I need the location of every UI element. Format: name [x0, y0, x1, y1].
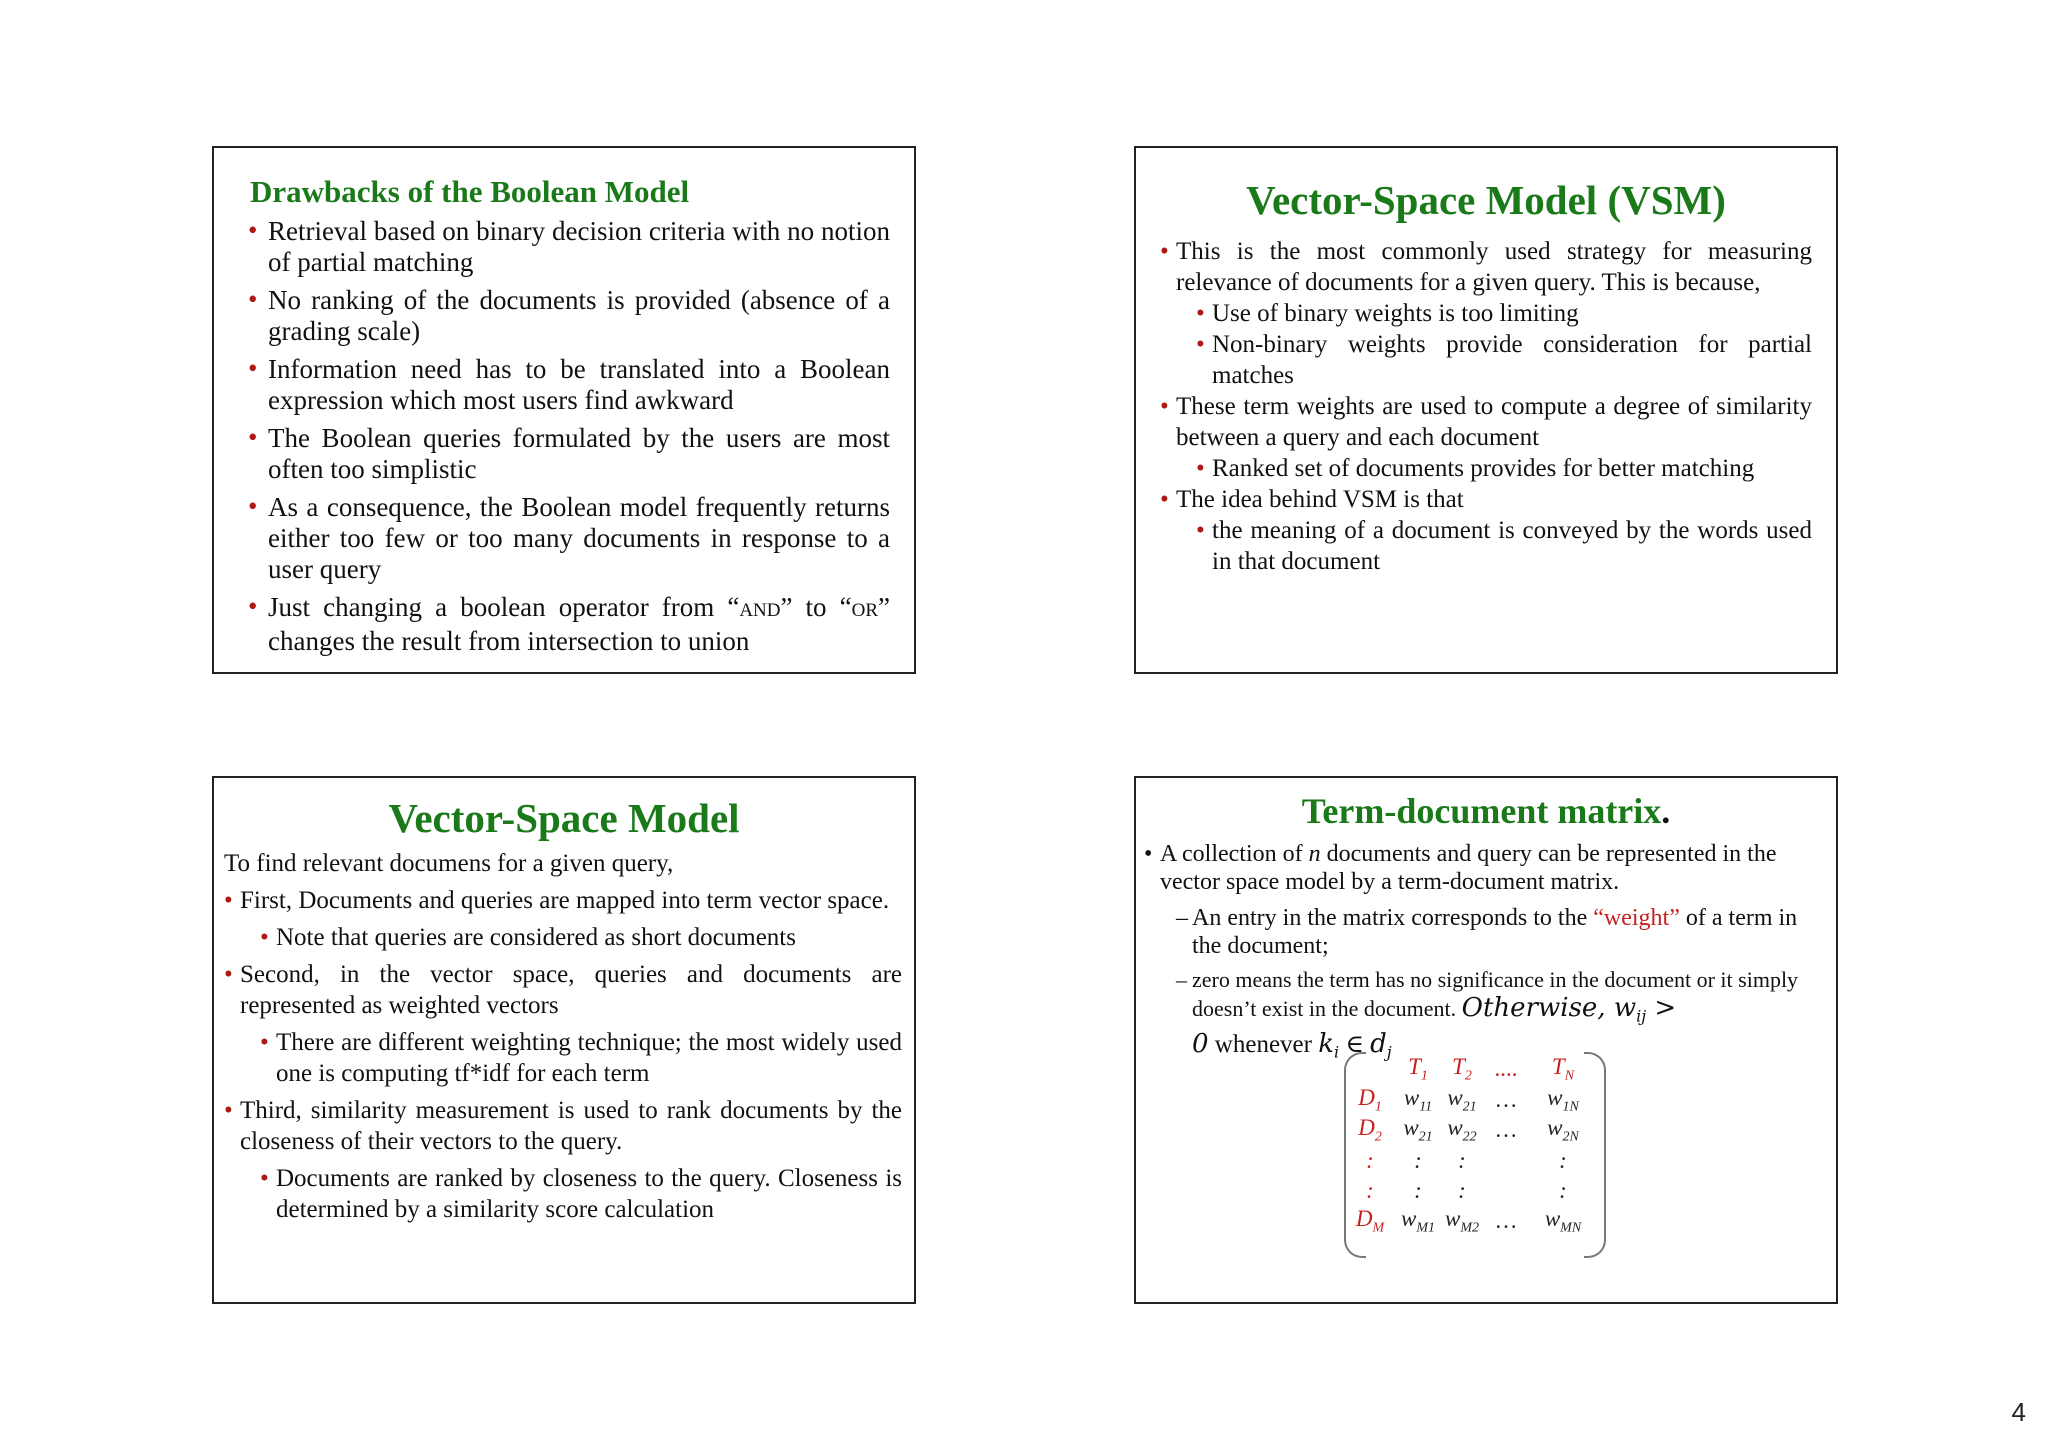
bullet-icon: •: [1196, 455, 1205, 482]
slide-title: Drawbacks of the Boolean Model: [250, 174, 690, 209]
bullet-item: • As a consequence, the Boolean model frequently returns either too few or too many documents in response to a user query: [248, 491, 890, 584]
slide-vsm-intro: [1134, 146, 1838, 674]
matrix-cell: $w_{21}$: [1447, 1084, 1477, 1115]
matrix-table: [1344, 1054, 1598, 1236]
intro-text: To find relevant documens for a given query,: [224, 850, 674, 877]
matrix-cell: $w_{21}$: [1403, 1115, 1433, 1145]
matrix-header-cell: $T_1$: [1408, 1054, 1428, 1084]
bullet-item: • Retrieval based on binary decision criteria with no notion of partial matching: [248, 215, 890, 277]
matrix-cell: $w_{M1}$: [1400, 1205, 1435, 1236]
slide-term-document-matrix: [1134, 776, 1838, 1304]
bullet-list: [248, 215, 890, 657]
sub-bullet-item: • Note that queries are considered as short documents: [260, 924, 796, 951]
bullet-icon: •: [1160, 393, 1169, 420]
matrix-cell: $w_{11}$: [1403, 1084, 1433, 1115]
bullet-icon: •: [1196, 331, 1205, 358]
bullet-icon: •: [248, 284, 258, 314]
matrix-row-label: $D_1$: [1358, 1084, 1382, 1115]
matrix-cell: …: [1494, 1117, 1518, 1143]
bullet-list: [224, 885, 902, 1225]
bullet-icon: •: [248, 422, 258, 452]
sub-bullet-list: [260, 1027, 902, 1089]
bullet-icon: •: [260, 1029, 269, 1056]
slide-vsm-steps: [212, 776, 916, 1304]
matrix-cell: :: [1559, 1147, 1567, 1173]
matrix-cell: $w_{22}$: [1447, 1115, 1477, 1145]
bullet-icon: •: [1196, 517, 1205, 544]
sub-bullet-item: • Use of binary weights is too limiting: [1196, 300, 1579, 327]
bullet-item: • The Boolean queries formulated by the users are most often too simplistic: [248, 422, 890, 484]
bullet-icon: •: [224, 887, 233, 914]
sub-bullet-item: • There are different weighting technique; the most widely used one is computing tf*idf for each term: [260, 1029, 902, 1087]
matrix-row-label: $D_2$: [1358, 1115, 1382, 1145]
bullet-item: • First, Documents and queries are mapped into term vector space. • Note that queries are considered as short documents: [224, 885, 902, 953]
sub-bullet-item: • Documents are ranked by closeness to the query. Closeness is determined by a similarity score calculation: [260, 1165, 902, 1223]
matrix-cell: :: [1414, 1177, 1422, 1203]
matrix-header-cell: $T_2$: [1452, 1054, 1472, 1084]
matrix-cell: …: [1494, 1086, 1518, 1112]
bullet-item: • This is the most commonly used strategy for measuring relevance of documents for a given query. This is because, • Use of binary weights is too limiting • Non-binary weights provide consideration for partial matches: [1160, 238, 1812, 389]
sub-bullet-item: • Non-binary weights provide consideration for partial matches: [1196, 331, 1812, 389]
bullet-icon: •: [224, 1097, 233, 1124]
matrix-cell: [1484, 1146, 1528, 1176]
matrix-header-row: [1344, 1054, 1598, 1085]
bullet-icon: •: [1160, 486, 1169, 513]
dash-icon: –: [1176, 967, 1187, 992]
bullet-item: • Third, similarity measurement is used to rank documents by the closeness of their vectors to the query. • Documents are ranked by closeness to the query. Closeness is determined by a similarity score calculation: [224, 1097, 902, 1223]
bullet-icon: •: [1144, 841, 1153, 867]
bullet-icon: •: [224, 961, 233, 988]
slide-title: Vector-Space Model: [388, 795, 740, 841]
term-document-matrix: [1344, 1052, 1606, 1258]
matrix-row: [1344, 1085, 1598, 1116]
matrix-cell: :: [1559, 1177, 1567, 1203]
bullet-icon: •: [248, 491, 258, 521]
slide-drawbacks-boolean: [212, 146, 916, 674]
bullet-item: • No ranking of the documents is provided (absence of a grading scale): [248, 284, 890, 346]
bullet-list: [1160, 236, 1812, 577]
matrix-row: [1344, 1206, 1598, 1237]
slide-body: [1144, 840, 1806, 1067]
matrix-cell: $w_{MN}$: [1544, 1205, 1582, 1236]
bullet-item: • The idea behind VSM is that • the meaning of a document is conveyed by the words used in that document: [1160, 486, 1812, 575]
slide-title: Term-document matrix.: [1301, 791, 1671, 831]
matrix-cell: :: [1414, 1147, 1422, 1173]
page-number: 4: [2011, 1397, 2026, 1427]
bullet-item: • Second, in the vector space, queries and documents are represented as weighted vectors • There are different weighting technique; the most widely used one is computing tf*idf for each term: [224, 961, 902, 1087]
bullet-icon: •: [248, 353, 258, 383]
matrix-cell: [1484, 1176, 1528, 1206]
matrix-cell: $w_{M2}$: [1444, 1205, 1479, 1236]
matrix-cell: $w_{1N}$: [1547, 1084, 1579, 1115]
matrix-header-cell: $T_N$: [1551, 1054, 1575, 1084]
sub-bullet-list: [1196, 298, 1812, 391]
sub-bullet-item: • Ranked set of documents provides for better matching: [1196, 455, 1755, 482]
matrix-row: [1344, 1176, 1598, 1206]
bullet-item: • Just changing a boolean operator from “AND” to “OR” changes the result from intersection to union: [248, 591, 890, 656]
matrix-row: [1344, 1146, 1598, 1176]
matrix-header-cell: ....: [1494, 1056, 1518, 1082]
matrix-row-label: :: [1366, 1177, 1374, 1203]
slide-title: Vector-Space Model (VSM): [1246, 177, 1726, 223]
bullet-icon: •: [248, 591, 258, 621]
sub-bullet-list: [1196, 515, 1812, 577]
sub-bullet-list: [260, 1163, 902, 1225]
bullet-icon: •: [248, 215, 258, 245]
bullet-icon: •: [260, 1165, 269, 1192]
bullet-item: • A collection of n documents and query can be represented in the vector space model by a term-document matrix.: [1144, 841, 1777, 895]
sub-bullet-item: • the meaning of a document is conveyed by the words used in that document: [1196, 517, 1812, 575]
bullet-icon: •: [1196, 300, 1205, 327]
dash-item: – An entry in the matrix corresponds to the “weight” of a term in the document;: [1176, 905, 1798, 959]
matrix-row: [1344, 1115, 1598, 1146]
bullet-item: • These term weights are used to compute a degree of similarity between a query and each document • Ranked set of documents provides for better matching: [1160, 393, 1812, 482]
matrix-cell: :: [1458, 1177, 1466, 1203]
bullet-item: • Information need has to be translated into a Boolean expression which most users find awkward: [248, 353, 890, 415]
matrix-row-label: :: [1366, 1147, 1374, 1173]
matrix-cell: $w_{2N}$: [1547, 1115, 1579, 1145]
bullet-icon: •: [1160, 238, 1169, 265]
matrix-row-label: $D_M$: [1355, 1205, 1385, 1236]
dash-icon: –: [1176, 905, 1188, 931]
sub-bullet-list: [1196, 453, 1812, 484]
matrix-cell: …: [1494, 1208, 1518, 1234]
bullet-icon: •: [260, 924, 269, 951]
dash-item: – zero means the term has no significance in the document or it simply doesn’t exist in the document. Otherwise, $w_{ij}$ > 0 whenever $k_i$ ∈ $d_j$: [1176, 967, 1799, 1062]
matrix-cell: :: [1458, 1147, 1466, 1173]
sub-bullet-list: [260, 922, 902, 953]
